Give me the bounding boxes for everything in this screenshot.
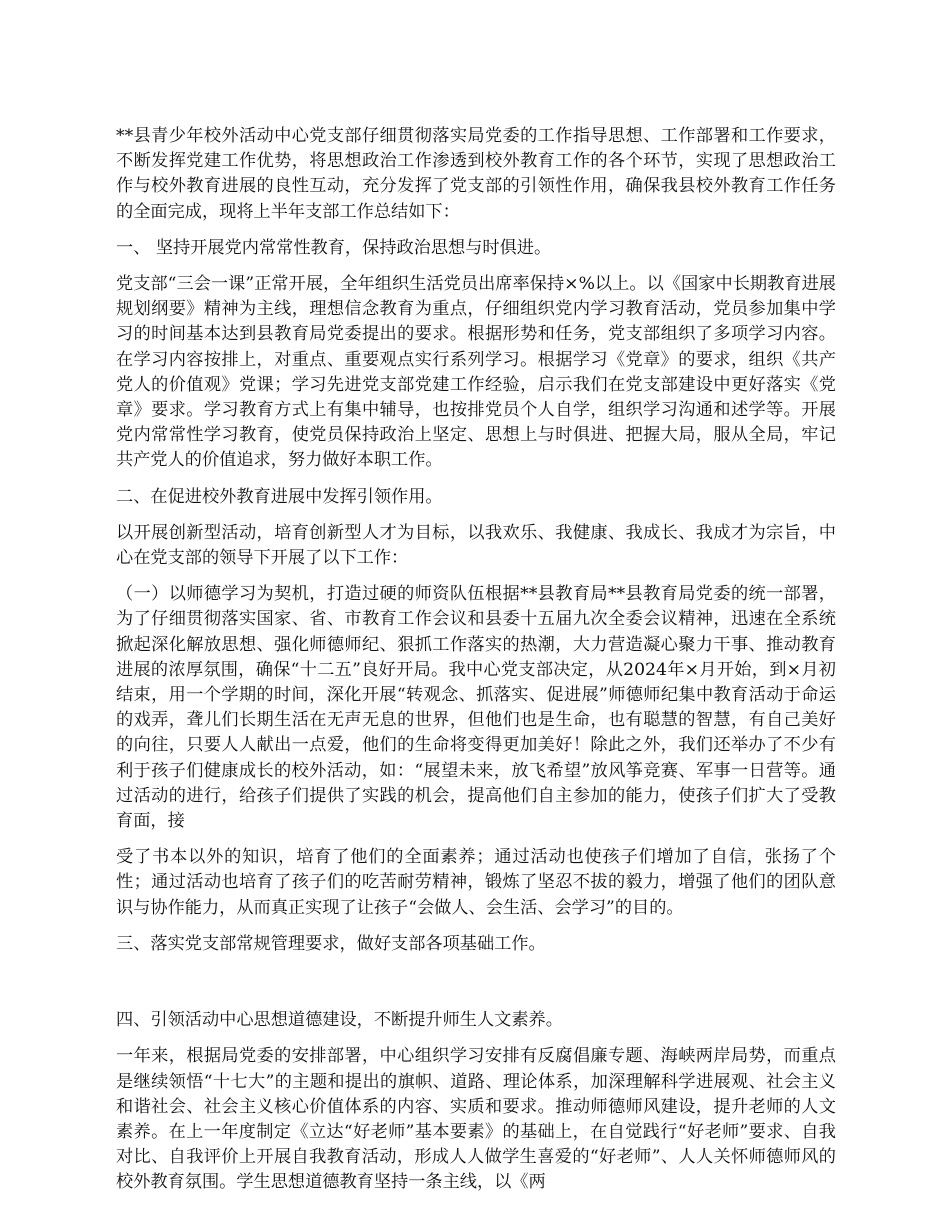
intro-paragraph: **县青少年校外活动中心党支部仔细贯彻落实局党委的工作指导思想、工作部署和工作要求，不断发挥党建工作优势，将思想政治工作渗透到校外教育工作的各个环节，实现了思想政治工作与校外教育进展的良性互动，充分发挥了党支部的引领性作用，确保我县校外教育工作任务的全面完成，现将上半年支部工作总结如下：	[116, 126, 836, 222]
document-page	[116, 124, 836, 1207]
section-heading-3: 三、落实党支部常规管理要求，做好支部各项基础工作。	[116, 933, 546, 954]
section-heading-4: 四、引领活动中心思想道德建设，不断提升师生人文素养。	[116, 1010, 563, 1031]
blank-spacer	[116, 968, 836, 1008]
section-heading-1: 一、 坚持开展党内常常性教育，保持政治思想与时俱进。	[116, 237, 552, 258]
section-2-paragraph: 以开展创新型活动，培育创新型人才为目标，以我欢乐、我健康、我成长、我成才为宗旨，中心在党支部的领导下开展了以下工作：	[116, 522, 836, 569]
section-1-paragraph: 党支部“三会一课”正常开展，全年组织生活党员出席率保持×%以上。以《国家中长期教育进展规划纲要》精神为主线，理想信念教育为重点，仔细组织党内学习教育活动，党员参加集中学习的时间基本达到县教育局党委提出的要求。根据形势和任务，党支部组织了多项学习内容。在学习内容按排上，对重点、重要观点实行系列学习。根据学习《党章》的要求，组织《共产党人的价值观》党课；学习先进党支部党建工作经验，启示我们在党支部建设中更好落实《党章》要求。学习教育方式上有集中辅导，也按排党员个人自学，组织学习沟通和述学等。开展党内常常性学习教育，使党员保持政治上坚定、思想上与时俱进、把握大局，服从全局，牢记共产党人的价值追求，努力做好本职工作。	[116, 274, 836, 471]
section-2-continuation-paragraph: 受了书本以外的知识，培育了他们的全面素养；通过活动也使孩子们增加了自信，张扬了个性；通过活动也培育了孩子们的吃苦耐劳精神，锻炼了坚忍不拔的毅力，增强了他们的团队意识与协作能力，从而真正实现了让孩子“会做人、会生活、会学习”的目的。	[116, 847, 836, 918]
section-2-subsection-1-paragraph: （一）以师德学习为契机，打造过硬的师资队伍根据**县教育局**县教育局党委的统一部署，为了仔细贯彻落实国家、省、市教育工作会议和县委十五届九次全委会议精神，迅速在全系统掀起深化解放思想、强化师德师纪、狠抓工作落实的热潮，大力营造凝心聚力干事、推动教育进展的浓厚氛围，确保“十二五”良好开局。我中心党支部决定，从2024年×月开始，到×月初结束，用一个学期的时间，深化开展“转观念、抓落实、促进展”师德师纪集中教育活动于命运的戏弄，聋儿们长期生活在无声无息的世界，但他们也是生命，也有聪慧的智慧，有自己美好的向往，只要人人献出一点爱，他们的生命将变得更加美好！除此之外，我们还举办了不少有利于孩子们健康成长的校外活动，如：“展望未来，放飞希望”放风筝竞赛、军事一日营等。通过活动的进行，给孩子们提供了实践的机会，提高他们自主参加的能力，使孩子们扩大了受教育面，接	[116, 584, 836, 832]
section-4-paragraph: 一年来，根据局党委的安排部署，中心组织学习安排有反腐倡廉专题、海峡两岸局势，而重点是继续领悟“十七大”的主题和提出的旗帜、道路、理论体系，加深理解科学进展观、社会主义和谐社会、社会主义核心价值体系的内容、实质和要求。推动师德师风建设，提升老师的人文素养。在上一年度制定《立达“好老师”基本要素》的基础上，在自觉践行“好老师”要求、自我对比、自我评价上开展自我教育活动，形成人人做学生喜爱的“好老师”、人人关怀师德师风的校外教育氛围。学生思想道德教育坚持一条主线，以《两	[116, 1046, 836, 1193]
section-heading-2: 二、在促进校外教育进展中发挥引领作用。	[116, 486, 443, 507]
